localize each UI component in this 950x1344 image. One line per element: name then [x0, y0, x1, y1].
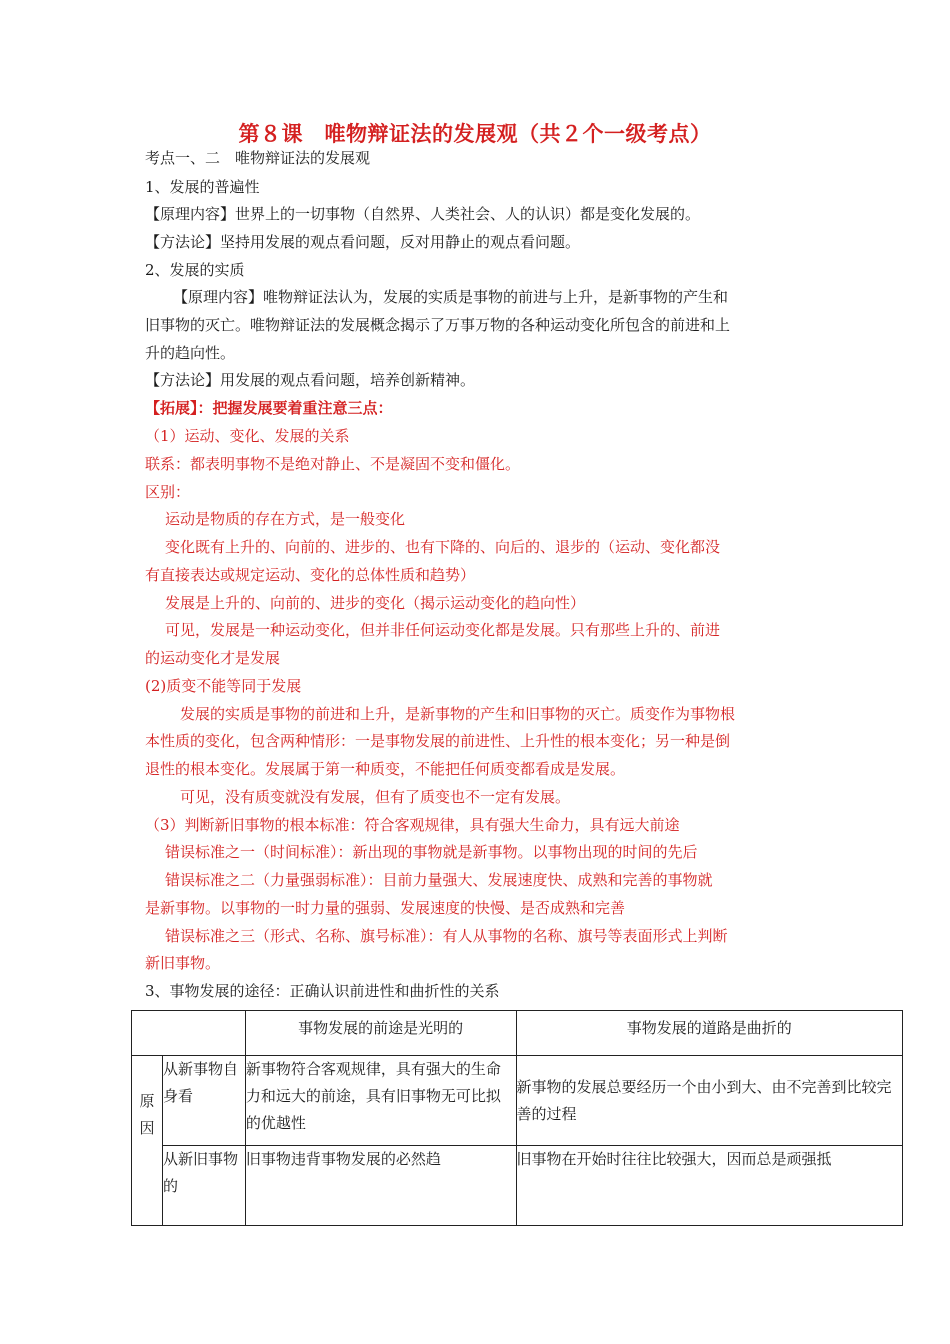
table-header-empty: [132, 1011, 246, 1056]
paragraph-line: (2)质变不能等同于发展: [145, 677, 302, 695]
paragraph-line: 升的趋向性。: [145, 344, 236, 362]
table-row: [132, 1056, 903, 1146]
paragraph-line: 发展的实质是事物的前进和上升，是新事物的产生和旧事物的灭亡。质变作为事物根: [180, 705, 736, 723]
table-header-row: [132, 1011, 903, 1056]
paragraph-line: 的运动变化才是发展: [145, 649, 281, 667]
path-cell: 新事物的发展总要经历一个由小到大、由不完善到比较完善的过程: [516, 1056, 903, 1146]
table-header-prospect: 事物发展的前途是光明的: [245, 1011, 516, 1056]
row-label: 从新事物自身看: [162, 1056, 245, 1146]
paragraph-line: （3）判断新旧事物的根本标准：符合客观规律，具有强大生命力，具有远大前途: [145, 816, 680, 834]
paragraph-line: 是新事物。以事物的一时力量的强弱、发展速度的快慢、是否成熟和完善: [145, 899, 626, 917]
paragraph-line: 本性质的变化，包含两种情形：一是事物发展的前进性、上升性的根本变化；另一种是倒: [145, 732, 731, 750]
paragraph-line: 运动是物质的存在方式，是一般变化: [165, 510, 406, 528]
paragraph-line: 有直接表达或规定运动、变化的总体性质和趋势）: [145, 566, 476, 584]
paragraph-line: 【原理内容】唯物辩证法认为，发展的实质是事物的前进与上升，是新事物的产生和: [173, 288, 729, 306]
paragraph-line: 区别：: [145, 483, 191, 501]
subsection-heading: 3、事物发展的途径：正确认识前进性和曲折性的关系: [145, 982, 500, 1000]
page-title: 第８课 唯物辩证法的发展观（共２个一级考点）: [238, 122, 712, 146]
paragraph-line: 发展是上升的、向前的、进步的变化（揭示运动变化的趋向性）: [165, 594, 586, 612]
prospect-cell: 新事物符合客观规律，具有强大的生命力和远大的前途，具有旧事物无可比拟的优越性: [245, 1056, 516, 1146]
subsection-heading: 2、发展的实质: [145, 261, 245, 279]
paragraph-line: 联系：都表明事物不是绝对静止、不是凝固不变和僵化。: [145, 455, 521, 473]
group-label-cell: [132, 1056, 163, 1226]
path-cell: 旧事物在开始时往往比较强大，因而总是顽强抵: [516, 1146, 903, 1226]
subsection-heading: 1、发展的普遍性: [145, 178, 260, 196]
paragraph-line: 可见，发展是一种运动变化，但并非任何运动变化都是发展。只有那些上升的、前进: [165, 621, 721, 639]
prospect-cell: 旧事物违背事物发展的必然趋: [245, 1146, 516, 1226]
paragraph-line: 【原理内容】世界上的一切事物（自然界、人类社会、人的认识）都是变化发展的。: [145, 205, 701, 223]
table-header-path: 事物发展的道路是曲折的: [516, 1011, 903, 1056]
group-label: 原因: [139, 1092, 155, 1137]
extension-heading: 【拓展】：把握发展要着重注意三点：: [145, 399, 393, 417]
paragraph-line: 错误标准之三（形式、名称、旗号标准）：有人从事物的名称、旗号等表面形式上判断: [165, 927, 728, 945]
paragraph-line: 错误标准之一（时间标准）：新出现的事物就是新事物。以事物出现的时间的先后: [165, 843, 698, 861]
section-heading: 考点一、二 唯物辩证法的发展观: [145, 149, 371, 167]
paragraph-line: （1）运动、变化、发展的关系: [145, 427, 350, 445]
paragraph-line: 新旧事物。: [145, 954, 221, 972]
paragraph-line: 可见，没有质变就没有发展，但有了质变也不一定有发展。: [180, 788, 571, 806]
comparison-table: [131, 1010, 903, 1226]
paragraph-line: 退性的根本变化。发展属于第一种质变，不能把任何质变都看成是发展。: [145, 760, 626, 778]
table-row: [132, 1146, 903, 1226]
row-label: 从新旧事物的: [162, 1146, 245, 1226]
paragraph-line: 旧事物的灭亡。唯物辩证法的发展概念揭示了万事万物的各种运动变化所包含的前进和上: [145, 316, 731, 334]
paragraph-line: 【方法论】坚持用发展的观点看问题，反对用静止的观点看问题。: [145, 233, 581, 251]
paragraph-line: 错误标准之二（力量强弱标准）：目前力量强大、发展速度快、成熟和完善的事物就: [165, 871, 713, 889]
paragraph-line: 【方法论】用发展的观点看问题，培养创新精神。: [145, 371, 476, 389]
paragraph-line: 变化既有上升的、向前的、进步的、也有下降的、向后的、退步的（运动、变化都没: [165, 538, 721, 556]
